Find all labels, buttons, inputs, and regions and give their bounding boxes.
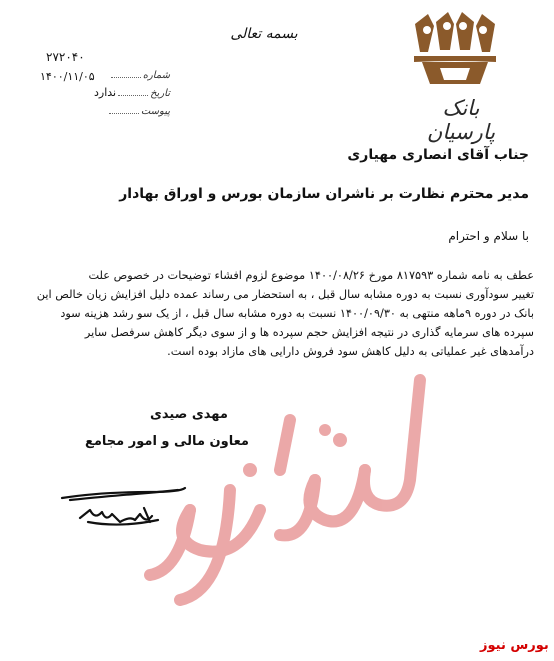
greeting: با سلام و احترام bbox=[448, 229, 529, 243]
body-line: سپرده های سرمایه گذاری در نتیجه افزایش حجم سپرده ها و از سوی دیگر کاهش سرفصل سایر bbox=[84, 326, 534, 339]
date-row bbox=[30, 86, 170, 99]
signer-title: معاون مالی و امور مجامع bbox=[85, 434, 249, 449]
signature-icon bbox=[40, 470, 190, 540]
handwritten-signature bbox=[40, 470, 190, 544]
bank-logo bbox=[400, 12, 510, 144]
attachment-label: پیوست bbox=[140, 106, 170, 117]
letter-number: ۲۷۲۰۴۰ bbox=[46, 50, 85, 64]
body-line: تغییر سودآوری نسبت به دوره مشابه سال قبل ، به استحضار می رساند عمده دلیل افزایش زیان خالص این bbox=[36, 288, 534, 301]
date-label: تاریخ bbox=[150, 88, 170, 99]
number-label: شماره bbox=[142, 70, 170, 81]
date-value: ۱۴۰۰/۱۱/۰۵ bbox=[40, 70, 95, 83]
subject-line: مدیر محترم نظارت بر ناشران سازمان بورس و اوراق بهادار bbox=[119, 186, 529, 202]
bismillah-heading: بسمه تعالی bbox=[230, 26, 298, 42]
footer-brand: بورس نیوز bbox=[480, 638, 549, 653]
body-line: درآمدهای غیر عملیاتی به دلیل کاهش سود فروش دارایی های مازاد بوده است. bbox=[167, 345, 534, 358]
date-value-row bbox=[40, 70, 130, 83]
bank-name-logo-text: بانک پارسیان bbox=[426, 96, 496, 144]
addressee: جناب آقای انصاری مهیاری bbox=[347, 147, 529, 163]
dotted-line bbox=[118, 95, 148, 96]
letter-body bbox=[18, 266, 534, 361]
attachment-row bbox=[30, 104, 170, 117]
dotted-line bbox=[109, 113, 139, 114]
signer-name: مهدی صیدی bbox=[150, 407, 228, 422]
body-line: عطف به نامه شماره ۸۱۷۵۹۳ مورخ ۱۴۰۰/۰۸/۲۶ موضوع لزوم افشاء توضیحات در خصوص علت bbox=[88, 269, 534, 282]
body-line: بانک در دوره ۹ماهه منتهی به ۱۴۰۰/۰۹/۳۰ نسبت به دوره مشابه سال قبل ، از یک سو رشد هزینه سود bbox=[60, 307, 534, 320]
parsian-emblem-icon bbox=[410, 12, 500, 92]
attachment-value: ندارد bbox=[93, 86, 117, 99]
